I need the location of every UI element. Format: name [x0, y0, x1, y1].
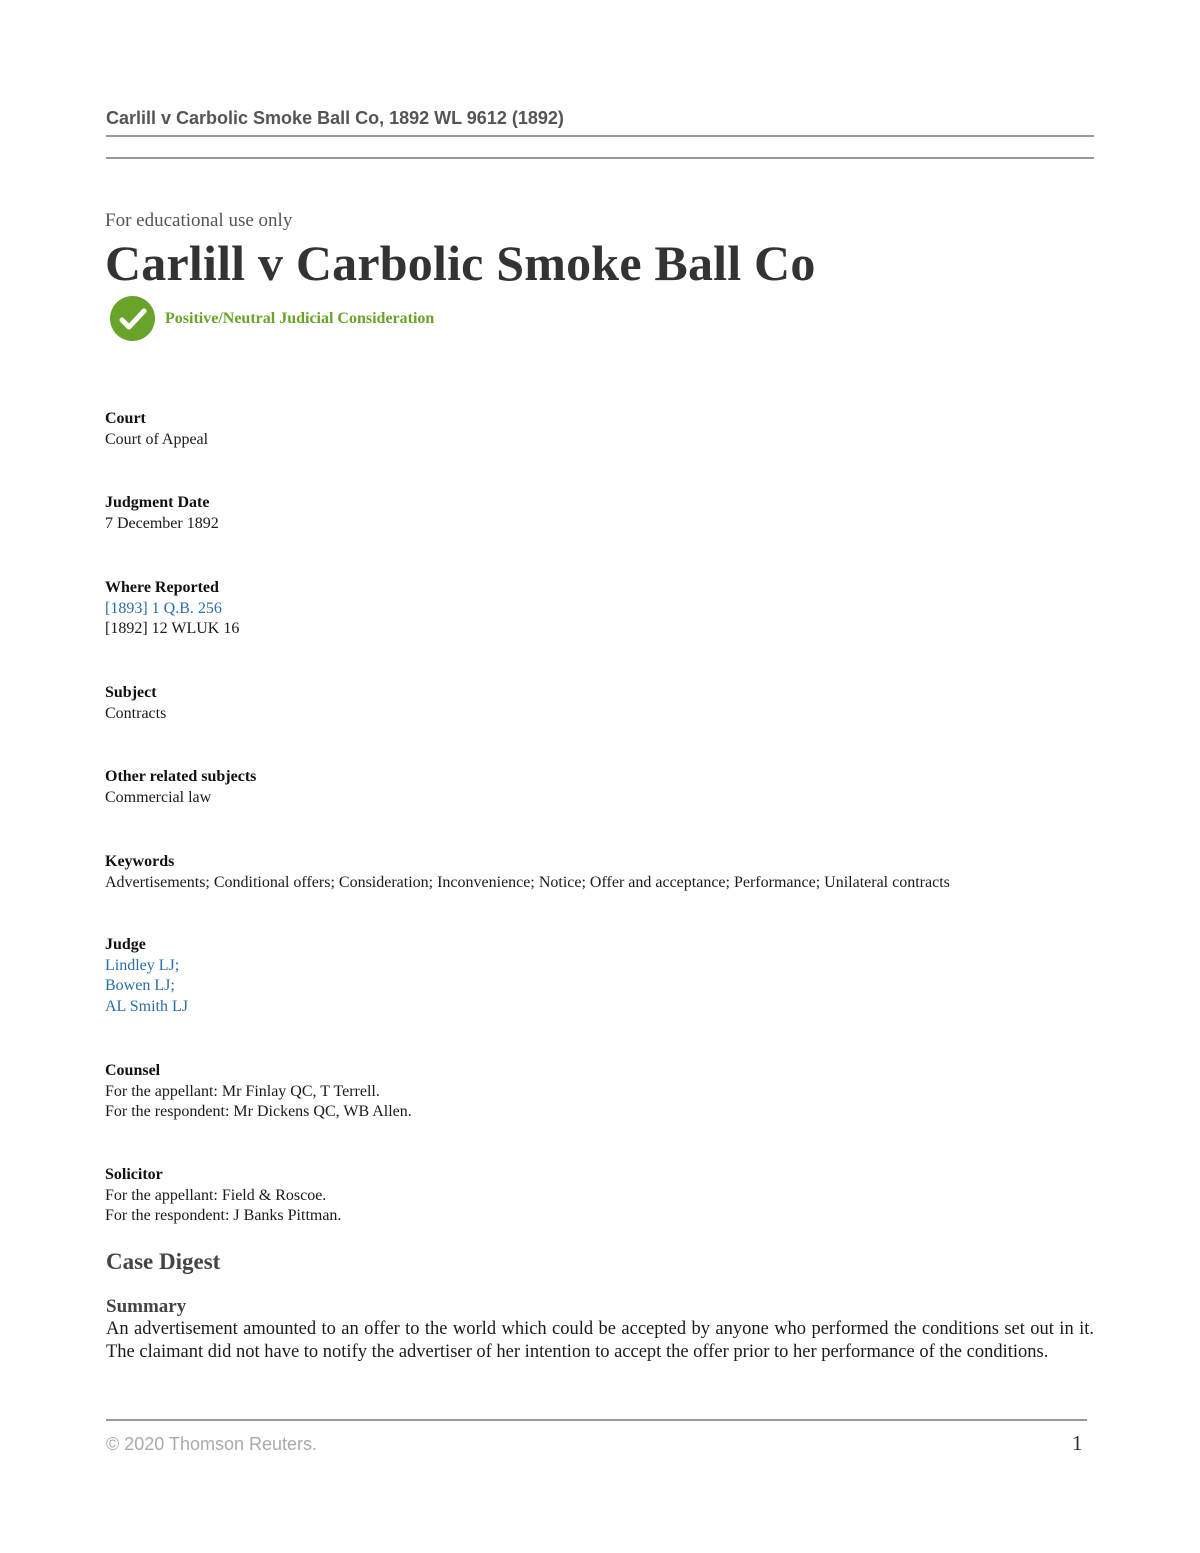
solicitor-appellant: For the appellant: Field & Roscoe.: [105, 1186, 327, 1204]
other-subjects-label: Other related subjects: [105, 768, 257, 785]
where-reported-label: Where Reported: [105, 579, 219, 596]
check-icon: [110, 296, 155, 341]
running-header: Carlill v Carbolic Smoke Ball Co, 1892 WL 9612 (1892): [106, 108, 564, 128]
judgment-date-value: 7 December 1892: [105, 514, 219, 532]
report-citation: [1892] 12 WLUK 16: [105, 620, 240, 637]
court-value: Court of Appeal: [105, 430, 209, 448]
other-subjects-value: Commercial law: [105, 788, 212, 806]
header-rule-bottom: [106, 157, 1094, 159]
solicitor-respondent: For the respondent: J Banks Pittman.: [105, 1207, 342, 1224]
footer-rule: [106, 1419, 1087, 1421]
judicial-flag[interactable]: [110, 296, 434, 341]
summary-label: Summary: [106, 1296, 187, 1317]
counsel-respondent: For the respondent: Mr Dickens QC, WB Allen.: [105, 1103, 412, 1120]
judgment-date-label: Judgment Date: [105, 494, 210, 511]
solicitor-field: [105, 1165, 341, 1227]
keywords-field: [105, 852, 950, 893]
judge-link-lindley[interactable]: Lindley LJ;: [105, 956, 180, 974]
judge-field: [105, 935, 188, 1017]
counsel-field: [105, 1061, 412, 1123]
court-label: Court: [105, 410, 146, 427]
judge-link-bowen[interactable]: Bowen LJ;: [105, 977, 175, 994]
other-subjects-field: [105, 767, 256, 808]
case-digest-heading: Case Digest: [106, 1249, 221, 1274]
report-link[interactable]: [1893] 1 Q.B. 256: [105, 599, 222, 617]
page-number: 1: [1072, 1431, 1083, 1455]
document-title: Carlill v Carbolic Smoke Ball Co: [105, 235, 816, 291]
subject-label: Subject: [105, 684, 157, 701]
subject-field: [105, 683, 166, 724]
edu-notice: For educational use only: [105, 210, 293, 231]
judge-label: Judge: [105, 936, 146, 953]
counsel-appellant: For the appellant: Mr Finlay QC, T Terrell.: [105, 1082, 380, 1100]
header-rule-top: [106, 135, 1094, 137]
flag-label[interactable]: Positive/Neutral Judicial Consideration: [165, 309, 435, 327]
judgment-date-field: [105, 493, 219, 534]
court-field: [105, 409, 208, 450]
subject-value: Contracts: [105, 704, 167, 722]
copyright: © 2020 Thomson Reuters.: [106, 1434, 318, 1454]
keywords-label: Keywords: [105, 853, 175, 870]
where-reported-field: [105, 578, 239, 640]
counsel-label: Counsel: [105, 1062, 161, 1079]
keywords-value: Advertisements; Conditional offers; Consideration; Inconvenience; Notice; Offer and acceptance; Performance; Unilateral contracts: [105, 873, 950, 891]
summary-text: An advertisement amounted to an offer to the world which could be accepted by anyone who performed the conditions set out in it. The claimant did not have to notify the advertiser of her intention to accept the offer prior to her performance of the conditions.: [106, 1319, 1094, 1362]
solicitor-label: Solicitor: [105, 1166, 163, 1183]
judge-link-smith[interactable]: AL Smith LJ: [105, 997, 188, 1015]
